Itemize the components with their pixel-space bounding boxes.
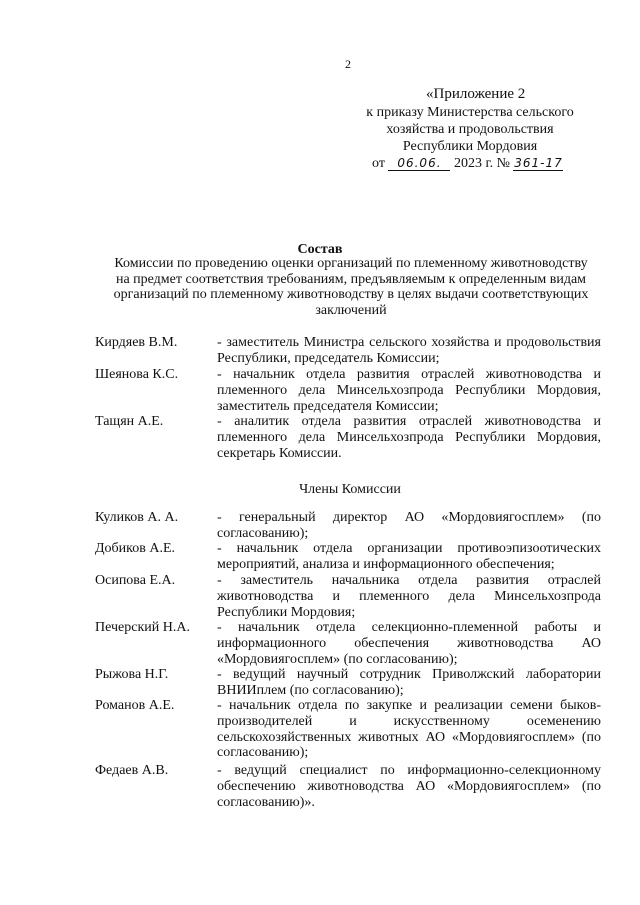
person-position: - аналитик отдела развития отраслей животноводства и племенного дела Минсельхозпрода Республики Мордовия, секретарь Комиссии.: [217, 414, 601, 461]
person-name: Добиков А.Е.: [95, 541, 176, 556]
date-prefix: от: [372, 156, 385, 171]
person-name: Романов А.Е.: [95, 698, 175, 713]
person-position: - начальник отдела селекционно-племенной работы и информационного обеспечения животноводства АО «Мордовиягосплем» (по согласованию);: [217, 620, 601, 667]
appendix-header: [360, 86, 580, 172]
handwritten-date: 06.06.: [388, 157, 450, 171]
person-position: - генеральный директор АО «Мордовиягосплем» (по согласованию);: [217, 510, 601, 541]
appendix-label: «Приложение 2: [426, 86, 526, 102]
order-line-2: хозяйства и продовольствия: [386, 122, 554, 137]
order-date-line: [360, 155, 580, 172]
order-line-1: к приказу Министерства сельского: [366, 105, 574, 120]
document-subtitle: Комиссии по проведению оценки организаций по племенному животноводству на предмет соответствия требованиям, предъявляемым к определенным видам организаций по племенному животноводству в целях выдачи соответствующих заключений: [113, 256, 589, 318]
person-position: - ведущий научный сотрудник Приволжский лаборатории ВНИИплем (по согласованию);: [217, 667, 601, 698]
members-heading: Члены Комиссии: [299, 482, 401, 497]
page-number: 2: [345, 57, 351, 71]
document-title: Состав: [297, 242, 343, 257]
person-name: Рыжова Н.Г.: [95, 667, 169, 682]
person-position: - заместитель начальника отдела развития отраслей животноводства и племенного дела Минсельхозпрода Республики Мордовия;: [217, 573, 601, 620]
person-name: Печерский Н.А.: [95, 620, 190, 635]
person-name: Шеянова К.С.: [95, 367, 179, 382]
person-position: - начальник отдела по закупке и реализации семени быков-производителей и искусственному осеменению сельскохозяйственных животных АО «Мордовиягосплем» (по согласованию);: [217, 698, 601, 761]
person-name: Кирдяев В.М.: [95, 335, 178, 350]
person-name: Куликов А. А.: [95, 510, 179, 525]
person-position: - заместитель Министра сельского хозяйства и продовольствия Республики, председатель Комиссии;: [217, 335, 601, 366]
person-position: - начальник отдела организации противоэпизоотических мероприятий, анализа и информационного обеспечения;: [217, 541, 601, 572]
person-name: Федаев А.В.: [95, 763, 169, 778]
order-line-3: Республики Мордовия: [402, 139, 538, 154]
person-name: Осипова Е.А.: [95, 573, 176, 588]
handwritten-order-number: 361-17: [514, 156, 563, 170]
person-position: - начальник отдела развития отраслей животноводства и племенного дела Минсельхозпрода Республики Мордовия, заместитель председателя Комиссии;: [217, 367, 601, 414]
person-name: Тащян А.Е.: [95, 414, 164, 429]
year-text: 2023 г. №: [453, 156, 510, 171]
person-position: - ведущий специалист по информационно-селекционному обеспечению животноводства АО «Мордовиягосплем» (по согласованию)».: [217, 763, 601, 810]
